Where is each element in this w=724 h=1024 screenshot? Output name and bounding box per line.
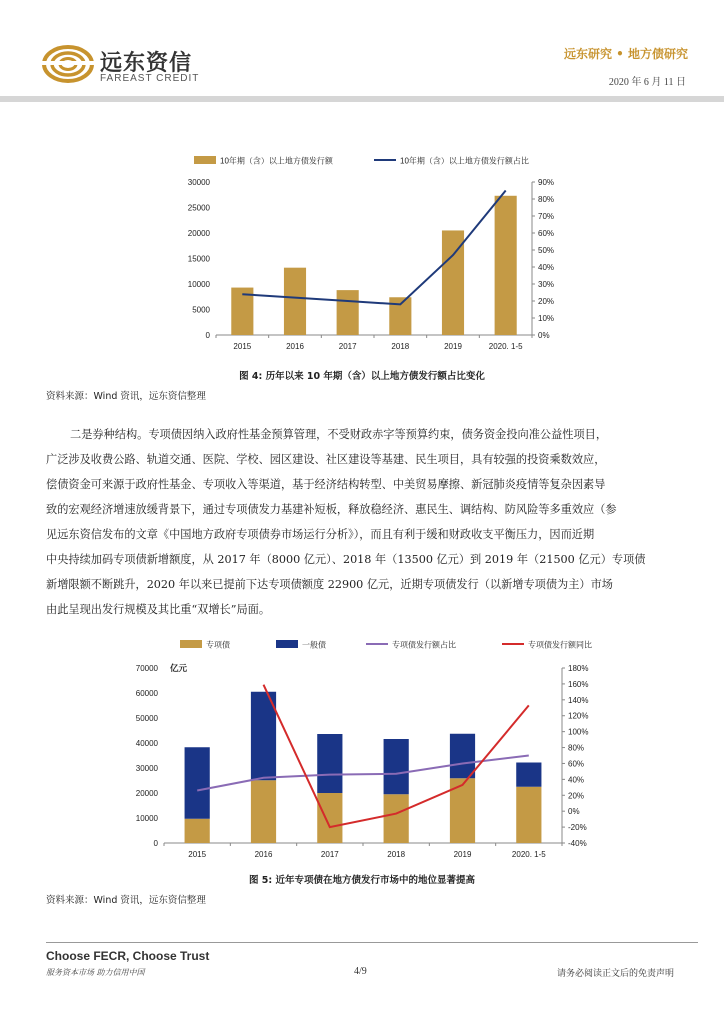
y-left-tick-label: 0: [153, 839, 158, 848]
paragraph-line: 广泛涉及收费公路、轨道交通、医院、学校、园区建设、社区建设等基建、民生项目，具有较强的投资乘数效应，: [46, 453, 606, 466]
line-series-专项债发行额占比: [197, 756, 529, 791]
x-tick-label: 2016: [286, 342, 304, 351]
bar-10年期（含）以上地方债发行额: [284, 268, 306, 335]
legend-swatch: [180, 640, 202, 648]
footer-subtitle: 服务资本市场 助力信用中国: [46, 968, 145, 977]
y-left-tick-label: 60000: [135, 689, 158, 698]
y-right-tick-label: 10%: [538, 314, 555, 323]
x-tick-label: 2015: [233, 342, 252, 351]
y-right-tick-label: 0%: [538, 331, 550, 340]
y-left-tick-label: 0: [205, 331, 210, 340]
y-axis-unit-label: 亿元: [170, 663, 188, 673]
y-left-tick-label: 5000: [192, 305, 210, 315]
y-left-tick-label: 20000: [187, 229, 210, 238]
y-right-tick-label: 80%: [538, 195, 555, 204]
y-left-tick-label: 50000: [135, 714, 158, 723]
y-right-tick-label: 40%: [568, 775, 585, 785]
y-right-tick-label: 180%: [568, 664, 589, 673]
x-tick-label: 2017: [338, 342, 357, 351]
body-paragraph: [46, 422, 692, 622]
x-tick-label: 2018: [387, 850, 406, 859]
y-right-tick-label: 40%: [538, 263, 555, 272]
logo-name-en: FAREAST CREDIT: [100, 73, 200, 84]
logo-emblem-icon: [42, 44, 94, 84]
paragraph-line: 新增限额不断跳升，2020 年以来已提前下达专项债额度 22900 亿元，近期专项债发行（以新增专项债为主）市场: [46, 578, 613, 591]
legend-swatch: [194, 156, 216, 164]
y-right-tick-label: 20%: [568, 791, 585, 801]
page-number: 4/9: [354, 966, 367, 977]
y-right-tick-label: 100%: [568, 727, 589, 737]
bar-一般债: [450, 734, 475, 779]
y-right-tick-label: -20%: [568, 823, 587, 833]
bar-专项债: [516, 787, 541, 843]
bar-一般债: [317, 734, 342, 793]
bar-10年期（含）以上地方债发行额: [495, 196, 517, 335]
x-tick-label: 2019: [453, 850, 472, 859]
legend-label: 10年期（含）以上地方债发行额占比: [400, 156, 529, 166]
y-left-tick-label: 20000: [135, 789, 158, 798]
company-logo: [42, 44, 94, 84]
line-series-10年期（含）以上地方债发行额占比: [242, 191, 505, 305]
y-right-tick-label: 50%: [538, 246, 555, 255]
paragraph-line: 中央持续加码专项债新增额度，从 2017 年（8000 亿元）、2018 年（13500 亿元）到 2019 年（21500 亿元）专项债: [46, 553, 646, 566]
x-tick-label: 2015: [188, 850, 207, 859]
bar-专项债: [317, 793, 342, 843]
y-right-tick-label: 120%: [568, 711, 589, 721]
footer-divider: [46, 942, 698, 943]
bar-一般债: [516, 763, 541, 787]
y-right-tick-label: 20%: [538, 297, 555, 306]
y-left-tick-label: 40000: [135, 739, 158, 748]
y-right-tick-label: 70%: [538, 212, 555, 221]
figure5-source: 资料来源：Wind 资讯，远东资信整理: [46, 895, 206, 906]
bar-专项债: [185, 819, 210, 843]
y-right-tick-label: 160%: [568, 679, 589, 689]
legend-label: 专项债发行额同比: [528, 640, 592, 650]
legend-label: 专项债: [206, 640, 230, 650]
figure4-chart: [150, 148, 590, 358]
figure5-chart: [122, 632, 622, 862]
bar-一般债: [185, 747, 210, 819]
y-left-tick-label: 30000: [135, 764, 158, 773]
x-tick-label: 2016: [254, 850, 273, 859]
paragraph-line: 由此呈现出发行规模及其比重“双增长”局面。: [46, 603, 271, 616]
y-right-tick-label: 60%: [538, 229, 555, 238]
footer-slogan: Choose FECR, Choose Trust: [46, 949, 210, 963]
y-right-tick-label: 60%: [568, 759, 585, 769]
legend-label: 一般债: [302, 640, 326, 650]
figure4-source: 资料来源：Wind 资讯，远东资信整理: [46, 391, 206, 402]
x-tick-label: 2020. 1-5: [511, 850, 546, 859]
bar-一般债: [384, 739, 409, 794]
y-right-tick-label: 0%: [568, 807, 580, 817]
x-tick-label: 2019: [444, 342, 462, 351]
y-right-tick-label: 90%: [538, 178, 555, 187]
header-divider: [0, 96, 724, 102]
legend-label: 专项债发行额占比: [392, 640, 456, 650]
y-left-tick-label: 15000: [187, 254, 210, 264]
y-left-tick-label: 70000: [135, 664, 158, 673]
y-right-tick-label: 80%: [568, 743, 585, 753]
logo-name-cn: 远东资信: [100, 51, 193, 76]
bar-10年期（含）以上地方债发行额: [337, 290, 359, 335]
bar-专项债: [251, 780, 276, 843]
y-left-tick-label: 30000: [187, 178, 210, 187]
paragraph-line: 二是券种结构。专项债因纳入政府性基金预算管理，不受财政赤字等预算约束，债务资金投向准公益性项目，: [70, 428, 608, 441]
paragraph-line: 偿债资金可来源于政府性基金、专项收入等渠道，基于经济结构转型、中美贸易摩擦、新冠肺炎疫情等复杂因素导: [46, 478, 606, 491]
legend-label: 10年期（含）以上地方债发行额: [220, 156, 333, 166]
y-right-tick-label: 30%: [538, 280, 555, 289]
legend-swatch: [276, 640, 298, 648]
paragraph-line: 致的宏观经济增速放缓背景下，通过专项债发力基建补短板，释放稳经济、惠民生、调结构、防风险等多重效应（参: [46, 503, 617, 516]
figure5-caption: 图 5: 近年专项债在地方债发行市场中的地位显著提高: [248, 875, 476, 886]
x-tick-label: 2020. 1-5: [488, 342, 523, 351]
report-series-title: 远东研究 • 地方债研究: [563, 47, 688, 61]
paragraph-line: 见远东资信发布的文章《中国地方政府专项债券市场运行分析》），而且有利于缓和财政收支平衡压力，因而近期: [46, 528, 595, 541]
y-right-tick-label: 140%: [568, 695, 589, 705]
bar-专项债: [384, 794, 409, 843]
x-tick-label: 2018: [391, 342, 410, 351]
y-left-tick-label: 25000: [187, 203, 210, 213]
y-left-tick-label: 10000: [187, 280, 210, 289]
y-right-tick-label: -40%: [568, 839, 587, 848]
y-left-tick-label: 10000: [135, 814, 158, 823]
disclaimer-note: 请务必阅读正文后的免责声明: [556, 969, 674, 979]
x-tick-label: 2017: [320, 850, 339, 859]
figure4-caption: 图 4: 历年以来 10 年期（含）以上地方债发行额占比变化: [239, 371, 485, 382]
report-date: 2020 年 6 月 11 日: [608, 77, 686, 88]
